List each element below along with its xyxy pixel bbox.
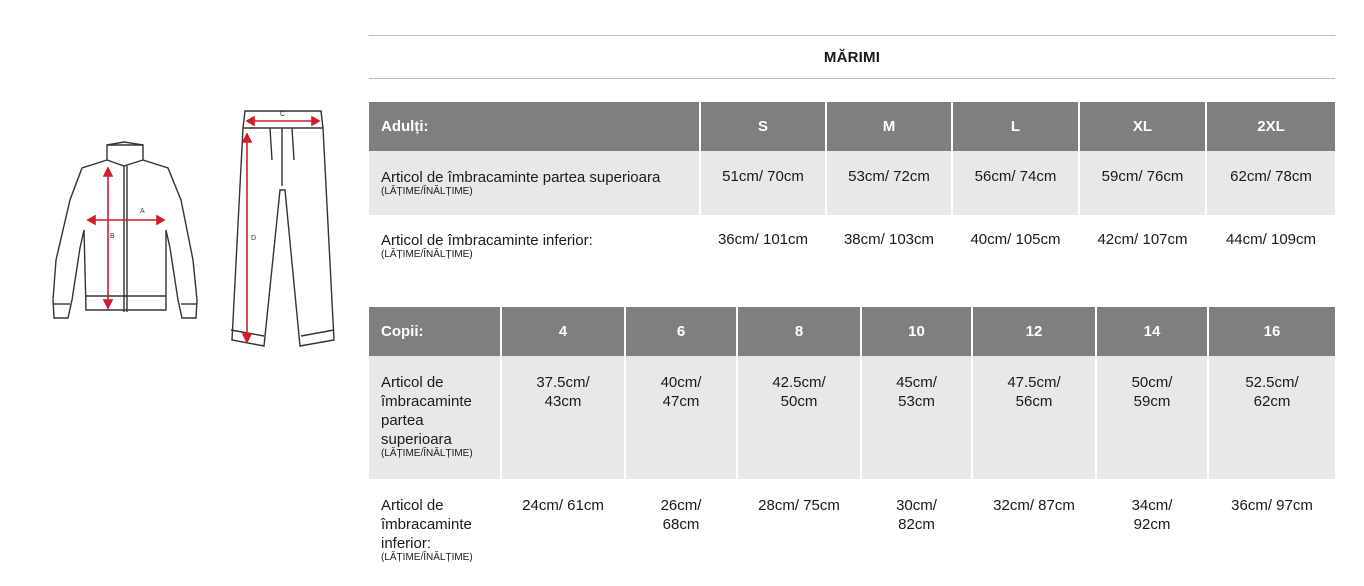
table-cell: 36cm/ 101cm: [700, 215, 826, 295]
cell-line: 92cm: [1133, 516, 1171, 533]
adult-size-s: S: [700, 102, 826, 151]
adult-size-m: M: [826, 102, 952, 151]
table-cell: [1208, 479, 1335, 579]
pants-label-d: D: [251, 235, 257, 242]
pants-measure-lines: [243, 117, 319, 342]
jacket-illustration: [0, 0, 360, 586]
jacket-label-a: A: [140, 208, 145, 215]
adult-size-table: [369, 102, 1335, 295]
kids-size-10: 10: [861, 307, 972, 356]
cell-line: 62cm: [1253, 393, 1291, 410]
table-cell: 56cm/ 74cm: [952, 151, 1079, 215]
cell-line: 34cm/: [1131, 497, 1173, 514]
row-label-text: Articol de îmbracaminte inferior:: [381, 232, 593, 249]
row-label-line: superioara: [381, 431, 452, 448]
size-chart-title-bar: [369, 35, 1335, 79]
table-cell: [1096, 479, 1208, 579]
adult-row-top-label: [369, 151, 700, 215]
table-cell: [501, 479, 625, 579]
page-title: MĂRIMI: [823, 48, 881, 66]
table-cell: 40cm/ 105cm: [952, 215, 1079, 295]
row-label-line: îmbracaminte: [381, 393, 472, 410]
kids-header-row: [369, 307, 1335, 356]
kids-size-8: 8: [737, 307, 861, 356]
table-cell: [861, 356, 972, 479]
cell-line: 24cm/ 61cm: [522, 497, 604, 514]
kids-size-4: 4: [501, 307, 625, 356]
table-cell: [625, 356, 737, 479]
adult-header-label: Adulți:: [369, 102, 700, 151]
cell-line: 43cm: [544, 393, 582, 410]
table-cell: 42cm/ 107cm: [1079, 215, 1206, 295]
cell-line: 50cm: [780, 393, 818, 410]
table-cell: 62cm/ 78cm: [1206, 151, 1335, 215]
kids-size-6: 6: [625, 307, 737, 356]
row-sublabel: (LĂȚIME/ÎNĂLȚIME): [381, 448, 473, 459]
cell-line: 59cm: [1133, 393, 1171, 410]
table-cell: [972, 356, 1096, 479]
adult-row-bottom-label: [369, 215, 700, 295]
cell-line: 68cm: [662, 516, 700, 533]
cell-line: 36cm/ 97cm: [1231, 497, 1313, 514]
kids-size-16: 16: [1208, 307, 1335, 356]
table-cell: 44cm/ 109cm: [1225, 231, 1317, 248]
table-cell: [1096, 356, 1208, 479]
kids-size-12: 12: [972, 307, 1096, 356]
table-cell: [625, 479, 737, 579]
row-label-line: inferior:: [381, 535, 432, 552]
table-cell: [737, 479, 861, 579]
jacket-label-b: B: [110, 233, 115, 240]
row-label-text: Articol de îmbracaminte partea superioara: [381, 169, 661, 186]
garment-illustrations: [0, 0, 360, 586]
row-label-line: Articol de: [381, 374, 444, 391]
cell-line: 82cm: [898, 516, 935, 533]
adult-header-row: [369, 102, 1335, 151]
table-cell: [972, 479, 1096, 579]
cell-line: 47.5cm/: [1007, 374, 1061, 391]
pants-label-c: C: [280, 111, 286, 118]
cell-line: 40cm/: [660, 374, 702, 391]
row-sublabel: (LĂȚIME/ÎNĂLȚIME): [381, 186, 473, 197]
table-cell: [737, 356, 861, 479]
table-row: [369, 479, 1335, 579]
kids-size-table: [369, 307, 1335, 579]
row-sublabel: (LĂȚIME/ÎNĂLȚIME): [381, 552, 473, 563]
adult-size-xl: XL: [1079, 102, 1206, 151]
kids-size-14: 14: [1096, 307, 1208, 356]
table-cell: [501, 356, 625, 479]
adult-size-2xl: 2XL: [1206, 102, 1335, 151]
row-label-line: îmbracaminte: [381, 516, 472, 533]
row-sublabel: (LĂȚIME/ÎNĂLȚIME): [381, 249, 473, 260]
cell-line: 56cm: [1015, 393, 1053, 410]
table-cell: 53cm/ 72cm: [826, 151, 952, 215]
cell-line: 45cm/: [896, 374, 937, 391]
table-row: [369, 151, 1335, 215]
cell-line: 26cm/: [660, 497, 702, 514]
cell-line: 47cm: [662, 393, 700, 410]
kids-header-label: Copii:: [369, 307, 501, 356]
table-row: [369, 215, 1335, 295]
cell-line: 37.5cm/: [536, 374, 590, 391]
table-cell: [861, 479, 972, 579]
table-cell: [1208, 356, 1335, 479]
cell-line: 52.5cm/: [1245, 374, 1299, 391]
cell-line: 53cm: [898, 393, 935, 410]
adult-size-l: L: [952, 102, 1079, 151]
cell-line: 30cm/: [896, 497, 937, 514]
table-row: [369, 356, 1335, 479]
row-label-line: Articol de: [381, 497, 444, 514]
table-cell: 38cm/ 103cm: [826, 215, 952, 295]
kids-row-bottom-label: [369, 479, 501, 579]
row-label-line: partea: [381, 412, 424, 429]
cell-line: 32cm/ 87cm: [993, 497, 1075, 514]
cell-line: 50cm/: [1131, 374, 1173, 391]
jacket-measure-lines: [88, 168, 164, 308]
kids-row-top-label: [369, 356, 501, 479]
table-cell: 59cm/ 76cm: [1079, 151, 1206, 215]
cell-line: 42.5cm/: [772, 374, 826, 391]
table-cell: 51cm/ 70cm: [700, 151, 826, 215]
cell-line: 28cm/ 75cm: [758, 497, 840, 514]
